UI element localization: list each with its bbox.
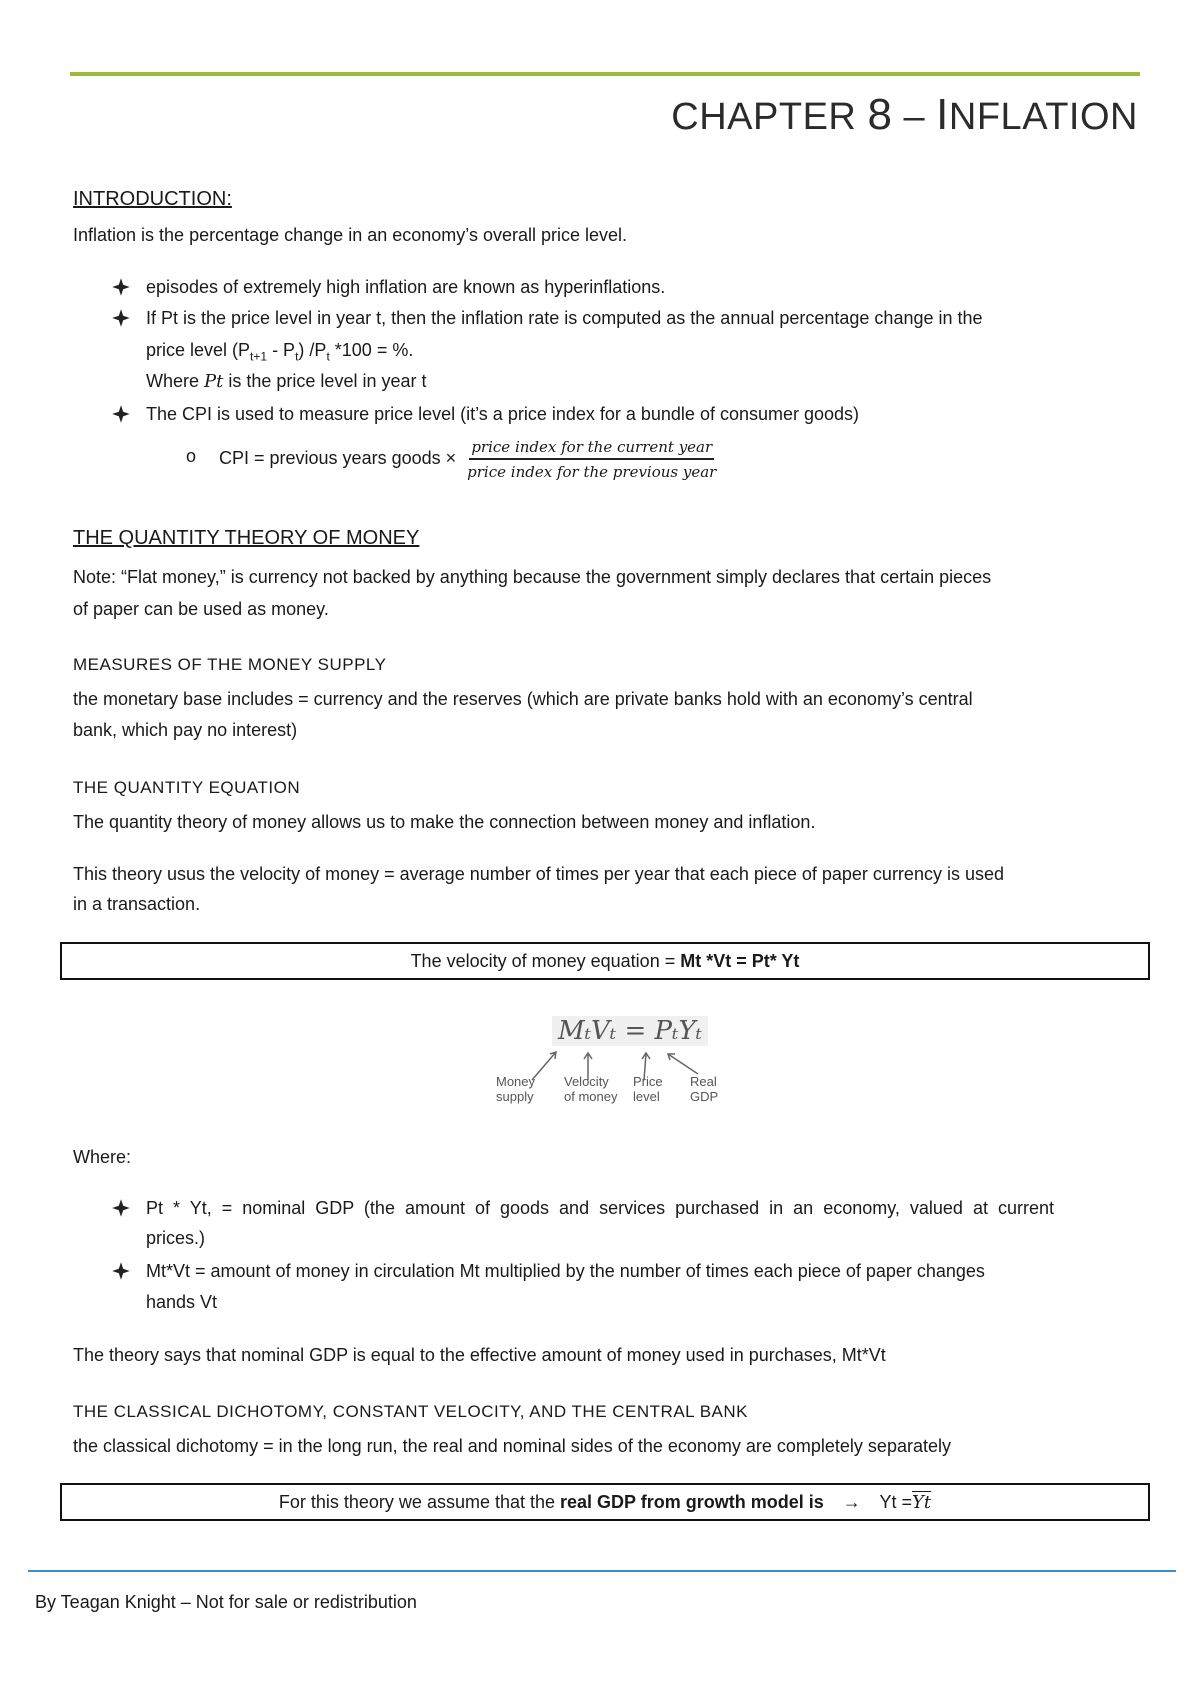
velocity-line1: This theory usus the velocity of money = average number of times per year that each piece of paper currency is used xyxy=(73,864,1004,884)
classical-line: the classical dichotomy = in the long run, the real and nominal sides of the economy are completely separately xyxy=(73,1436,951,1456)
velocity-equation-box: The velocity of money equation = Mt *Vt = Pt* Yt xyxy=(60,942,1150,980)
label-price-level: Price level xyxy=(633,1074,663,1104)
qtm-note-line2: of paper can be used as money. xyxy=(73,599,329,619)
velocity-line2: in a transaction. xyxy=(73,894,201,914)
where-label: Where: xyxy=(73,1147,132,1167)
intro-bullet-hyperinflation: episodes of extremely high inflation are known as hyperinflations. xyxy=(146,277,666,297)
measures-line2: bank, which pay no interest) xyxy=(73,720,298,740)
quantity-equation-heading: THE QUANTITY EQUATION xyxy=(73,778,301,797)
intro-bullet-inflation-rate: If Pt is the price level in year t, then the inflation rate is computed as the annual percentage change in the xyxy=(146,308,983,328)
cpi-formula: CPI = previous years goods × $\frac{\text{price index for the current year}}{\text{price index for the previous year}}$ xyxy=(219,437,717,481)
quantity-equation-line: The quantity theory of money allows us to make the connection between money and inflation. xyxy=(73,812,816,832)
diamond-bullet-icon xyxy=(110,403,132,425)
chapter-title: CHAPTER 8 – INFLATION xyxy=(671,90,1138,139)
money-circulation-line1: Mt*Vt = amount of money in circulation Mt multiplied by the number of times each piece of paper changes xyxy=(146,1261,985,1281)
real-gdp-assumption-box: For this theory we assume that the real GDP from growth model is → $Yt =\overline{Yt}$ xyxy=(60,1483,1150,1521)
intro-inflation-formula: price level $(P_{t+1} - P_t)$ $/P_t$ *100 = %. xyxy=(146,340,414,364)
intro-definition: Inflation is the percentage change in an economy’s overall price level. xyxy=(73,225,628,245)
nominal-gdp-line1: Pt * Yt, = nominal GDP (the amount of goods and services purchased in an economy, valued at current xyxy=(146,1198,1054,1218)
label-real-gdp: Real GDP xyxy=(690,1074,719,1104)
classical-heading: THE CLASSICAL DICHOTOMY, CONSTANT VELOCITY, AND THE CENTRAL BANK xyxy=(73,1402,749,1421)
quantity-equation-formula: MₜVₜ = PₜYₜ xyxy=(552,1016,708,1046)
diamond-bullet-icon xyxy=(110,307,132,329)
nominal-gdp-line2: prices.) xyxy=(146,1228,206,1248)
right-arrow-icon: → xyxy=(842,1492,861,1512)
footer-rule xyxy=(28,1570,1176,1572)
label-money-supply: Money supply xyxy=(496,1074,536,1104)
diamond-bullet-icon xyxy=(110,276,132,298)
measures-line1: the monetary base includes = currency and the reserves (which are private banks hold with an economy’s central xyxy=(73,689,973,709)
intro-where-line: Where Pt is the price level in year t xyxy=(146,371,427,392)
cpi-sub-bullet-marker: o xyxy=(186,446,197,466)
footer-text: By Teagan Knight – Not for sale or redistribution xyxy=(35,1592,417,1612)
quantity-equation-figure xyxy=(490,1012,740,1112)
diamond-bullet-icon xyxy=(110,1260,132,1282)
intro-heading: INTRODUCTION: xyxy=(73,188,232,210)
qtm-note-line1: Note: “Flat money,” is currency not backed by anything because the government simply declares that certain pieces xyxy=(73,567,992,587)
label-velocity: Velocity of money xyxy=(564,1074,618,1104)
money-circulation-line2: hands Vt xyxy=(146,1292,218,1312)
header-rule xyxy=(70,72,1140,76)
measures-heading: MEASURES OF THE MONEY SUPPLY xyxy=(73,655,387,674)
intro-bullet-cpi: The CPI is used to measure price level (it’s a price index for a bundle of consumer goods) xyxy=(146,404,860,424)
qtm-heading: THE QUANTITY THEORY OF MONEY xyxy=(73,527,420,549)
cpi-fraction: $\frac{\text{price index for the current year}}{\text{price index for the previous year}}$ xyxy=(467,437,717,481)
theory-says-line: The theory says that nominal GDP is equal to the effective amount of money used in purchases, Mt*Vt xyxy=(73,1345,886,1365)
diamond-bullet-icon xyxy=(110,1197,132,1219)
